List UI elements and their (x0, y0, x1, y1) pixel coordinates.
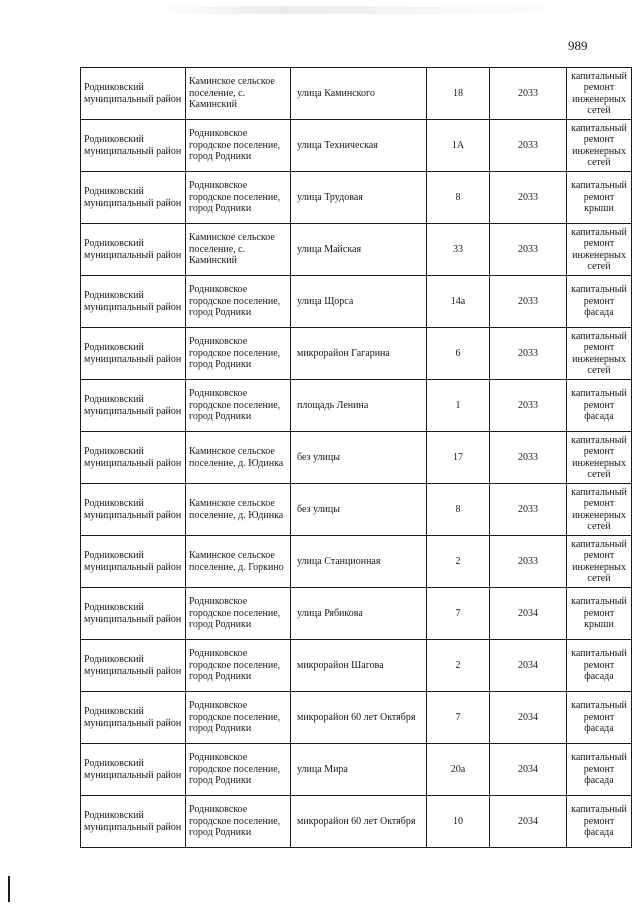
table-row (81, 640, 632, 692)
year-cell: 2034 (490, 744, 567, 796)
table-row (81, 276, 632, 328)
table-row (81, 68, 632, 120)
year-cell: 2033 (490, 484, 567, 536)
settlement-cell: Каминское сельское поселение, д. Юдинка (186, 432, 291, 484)
house-number-cell: 7 (427, 692, 490, 744)
settlement-cell: Каминское сельское поселение, д. Юдинка (186, 484, 291, 536)
settlement-cell: Родниковское городское поселение, город Родники (186, 692, 291, 744)
street-cell: улица Трудовая (291, 172, 427, 224)
settlement-cell: Родниковское городское поселение, город Родники (186, 380, 291, 432)
year-cell: 2034 (490, 796, 567, 848)
settlement-cell: Родниковское городское поселение, город Родники (186, 796, 291, 848)
district-cell: Родниковский муниципальный район (81, 484, 186, 536)
settlement-cell: Родниковское городское поселение, город Родники (186, 328, 291, 380)
year-cell: 2033 (490, 68, 567, 120)
year-cell: 2033 (490, 120, 567, 172)
district-cell: Родниковский муниципальный район (81, 120, 186, 172)
work-type-cell: капитальный ремонт фасада (567, 380, 632, 432)
house-number-cell: 6 (427, 328, 490, 380)
year-cell: 2034 (490, 588, 567, 640)
work-type-cell: капитальный ремонт фасада (567, 692, 632, 744)
district-cell: Родниковский муниципальный район (81, 276, 186, 328)
settlement-cell: Каминское сельское поселение, с. Каминский (186, 68, 291, 120)
settlement-cell: Родниковское городское поселение, город Родники (186, 588, 291, 640)
settlement-cell: Родниковское городское поселение, город Родники (186, 276, 291, 328)
table-row (81, 380, 632, 432)
house-number-cell: 10 (427, 796, 490, 848)
house-number-cell: 2 (427, 640, 490, 692)
page-number: 989 (568, 38, 588, 53)
work-type-cell: капитальный ремонт инженерных сетей (567, 120, 632, 172)
house-number-cell: 18 (427, 68, 490, 120)
year-cell: 2033 (490, 536, 567, 588)
table-row (81, 224, 632, 276)
settlement-cell: Родниковское городское поселение, город Родники (186, 172, 291, 224)
table-row (81, 796, 632, 848)
district-cell: Родниковский муниципальный район (81, 640, 186, 692)
house-number-cell: 33 (427, 224, 490, 276)
work-type-cell: капитальный ремонт фасада (567, 744, 632, 796)
work-type-cell: капитальный ремонт фасада (567, 276, 632, 328)
table-body (81, 68, 632, 848)
settlement-cell: Родниковское городское поселение, город Родники (186, 744, 291, 796)
street-cell: без улицы (291, 484, 427, 536)
table-row (81, 328, 632, 380)
street-cell: микрорайон 60 лет Октября (291, 692, 427, 744)
year-cell: 2033 (490, 224, 567, 276)
street-cell: улица Рябикова (291, 588, 427, 640)
repair-schedule-table (80, 67, 632, 848)
settlement-cell: Каминское сельское поселение, с. Каминский (186, 224, 291, 276)
year-cell: 2033 (490, 276, 567, 328)
table-row (81, 172, 632, 224)
house-number-cell: 8 (427, 484, 490, 536)
year-cell: 2033 (490, 432, 567, 484)
work-type-cell: капитальный ремонт фасада (567, 640, 632, 692)
settlement-cell: Родниковское городское поселение, город Родники (186, 640, 291, 692)
work-type-cell: капитальный ремонт инженерных сетей (567, 224, 632, 276)
street-cell: улица Щорса (291, 276, 427, 328)
scan-noise (150, 6, 590, 14)
street-cell: улица Мира (291, 744, 427, 796)
house-number-cell: 14а (427, 276, 490, 328)
house-number-cell: 7 (427, 588, 490, 640)
district-cell: Родниковский муниципальный район (81, 380, 186, 432)
street-cell: без улицы (291, 432, 427, 484)
district-cell: Родниковский муниципальный район (81, 744, 186, 796)
scan-mark (8, 876, 10, 902)
street-cell: улица Техническая (291, 120, 427, 172)
table-row (81, 484, 632, 536)
year-cell: 2033 (490, 328, 567, 380)
table-row (81, 536, 632, 588)
work-type-cell: капитальный ремонт инженерных сетей (567, 536, 632, 588)
house-number-cell: 20а (427, 744, 490, 796)
district-cell: Родниковский муниципальный район (81, 328, 186, 380)
house-number-cell: 17 (427, 432, 490, 484)
street-cell: микрорайон Шагова (291, 640, 427, 692)
house-number-cell: 1А (427, 120, 490, 172)
house-number-cell: 1 (427, 380, 490, 432)
table-row (81, 432, 632, 484)
work-type-cell: капитальный ремонт крыши (567, 172, 632, 224)
district-cell: Родниковский муниципальный район (81, 796, 186, 848)
district-cell: Родниковский муниципальный район (81, 692, 186, 744)
district-cell: Родниковский муниципальный район (81, 588, 186, 640)
street-cell: улица Майская (291, 224, 427, 276)
street-cell: микрорайон 60 лет Октября (291, 796, 427, 848)
district-cell: Родниковский муниципальный район (81, 224, 186, 276)
year-cell: 2034 (490, 640, 567, 692)
work-type-cell: капитальный ремонт крыши (567, 588, 632, 640)
settlement-cell: Родниковское городское поселение, город Родники (186, 120, 291, 172)
district-cell: Родниковский муниципальный район (81, 536, 186, 588)
table-row (81, 692, 632, 744)
settlement-cell: Каминское сельское поселение, д. Горкино (186, 536, 291, 588)
work-type-cell: капитальный ремонт фасада (567, 796, 632, 848)
work-type-cell: капитальный ремонт инженерных сетей (567, 484, 632, 536)
year-cell: 2033 (490, 380, 567, 432)
table-row (81, 120, 632, 172)
year-cell: 2034 (490, 692, 567, 744)
work-type-cell: капитальный ремонт инженерных сетей (567, 432, 632, 484)
street-cell: микрорайон Гагарина (291, 328, 427, 380)
year-cell: 2033 (490, 172, 567, 224)
district-cell: Родниковский муниципальный район (81, 68, 186, 120)
work-type-cell: капитальный ремонт инженерных сетей (567, 68, 632, 120)
street-cell: улица Каминского (291, 68, 427, 120)
house-number-cell: 2 (427, 536, 490, 588)
house-number-cell: 8 (427, 172, 490, 224)
district-cell: Родниковский муниципальный район (81, 172, 186, 224)
table-row (81, 744, 632, 796)
work-type-cell: капитальный ремонт инженерных сетей (567, 328, 632, 380)
street-cell: улица Станционная (291, 536, 427, 588)
district-cell: Родниковский муниципальный район (81, 432, 186, 484)
street-cell: площадь Ленина (291, 380, 427, 432)
table-row (81, 588, 632, 640)
